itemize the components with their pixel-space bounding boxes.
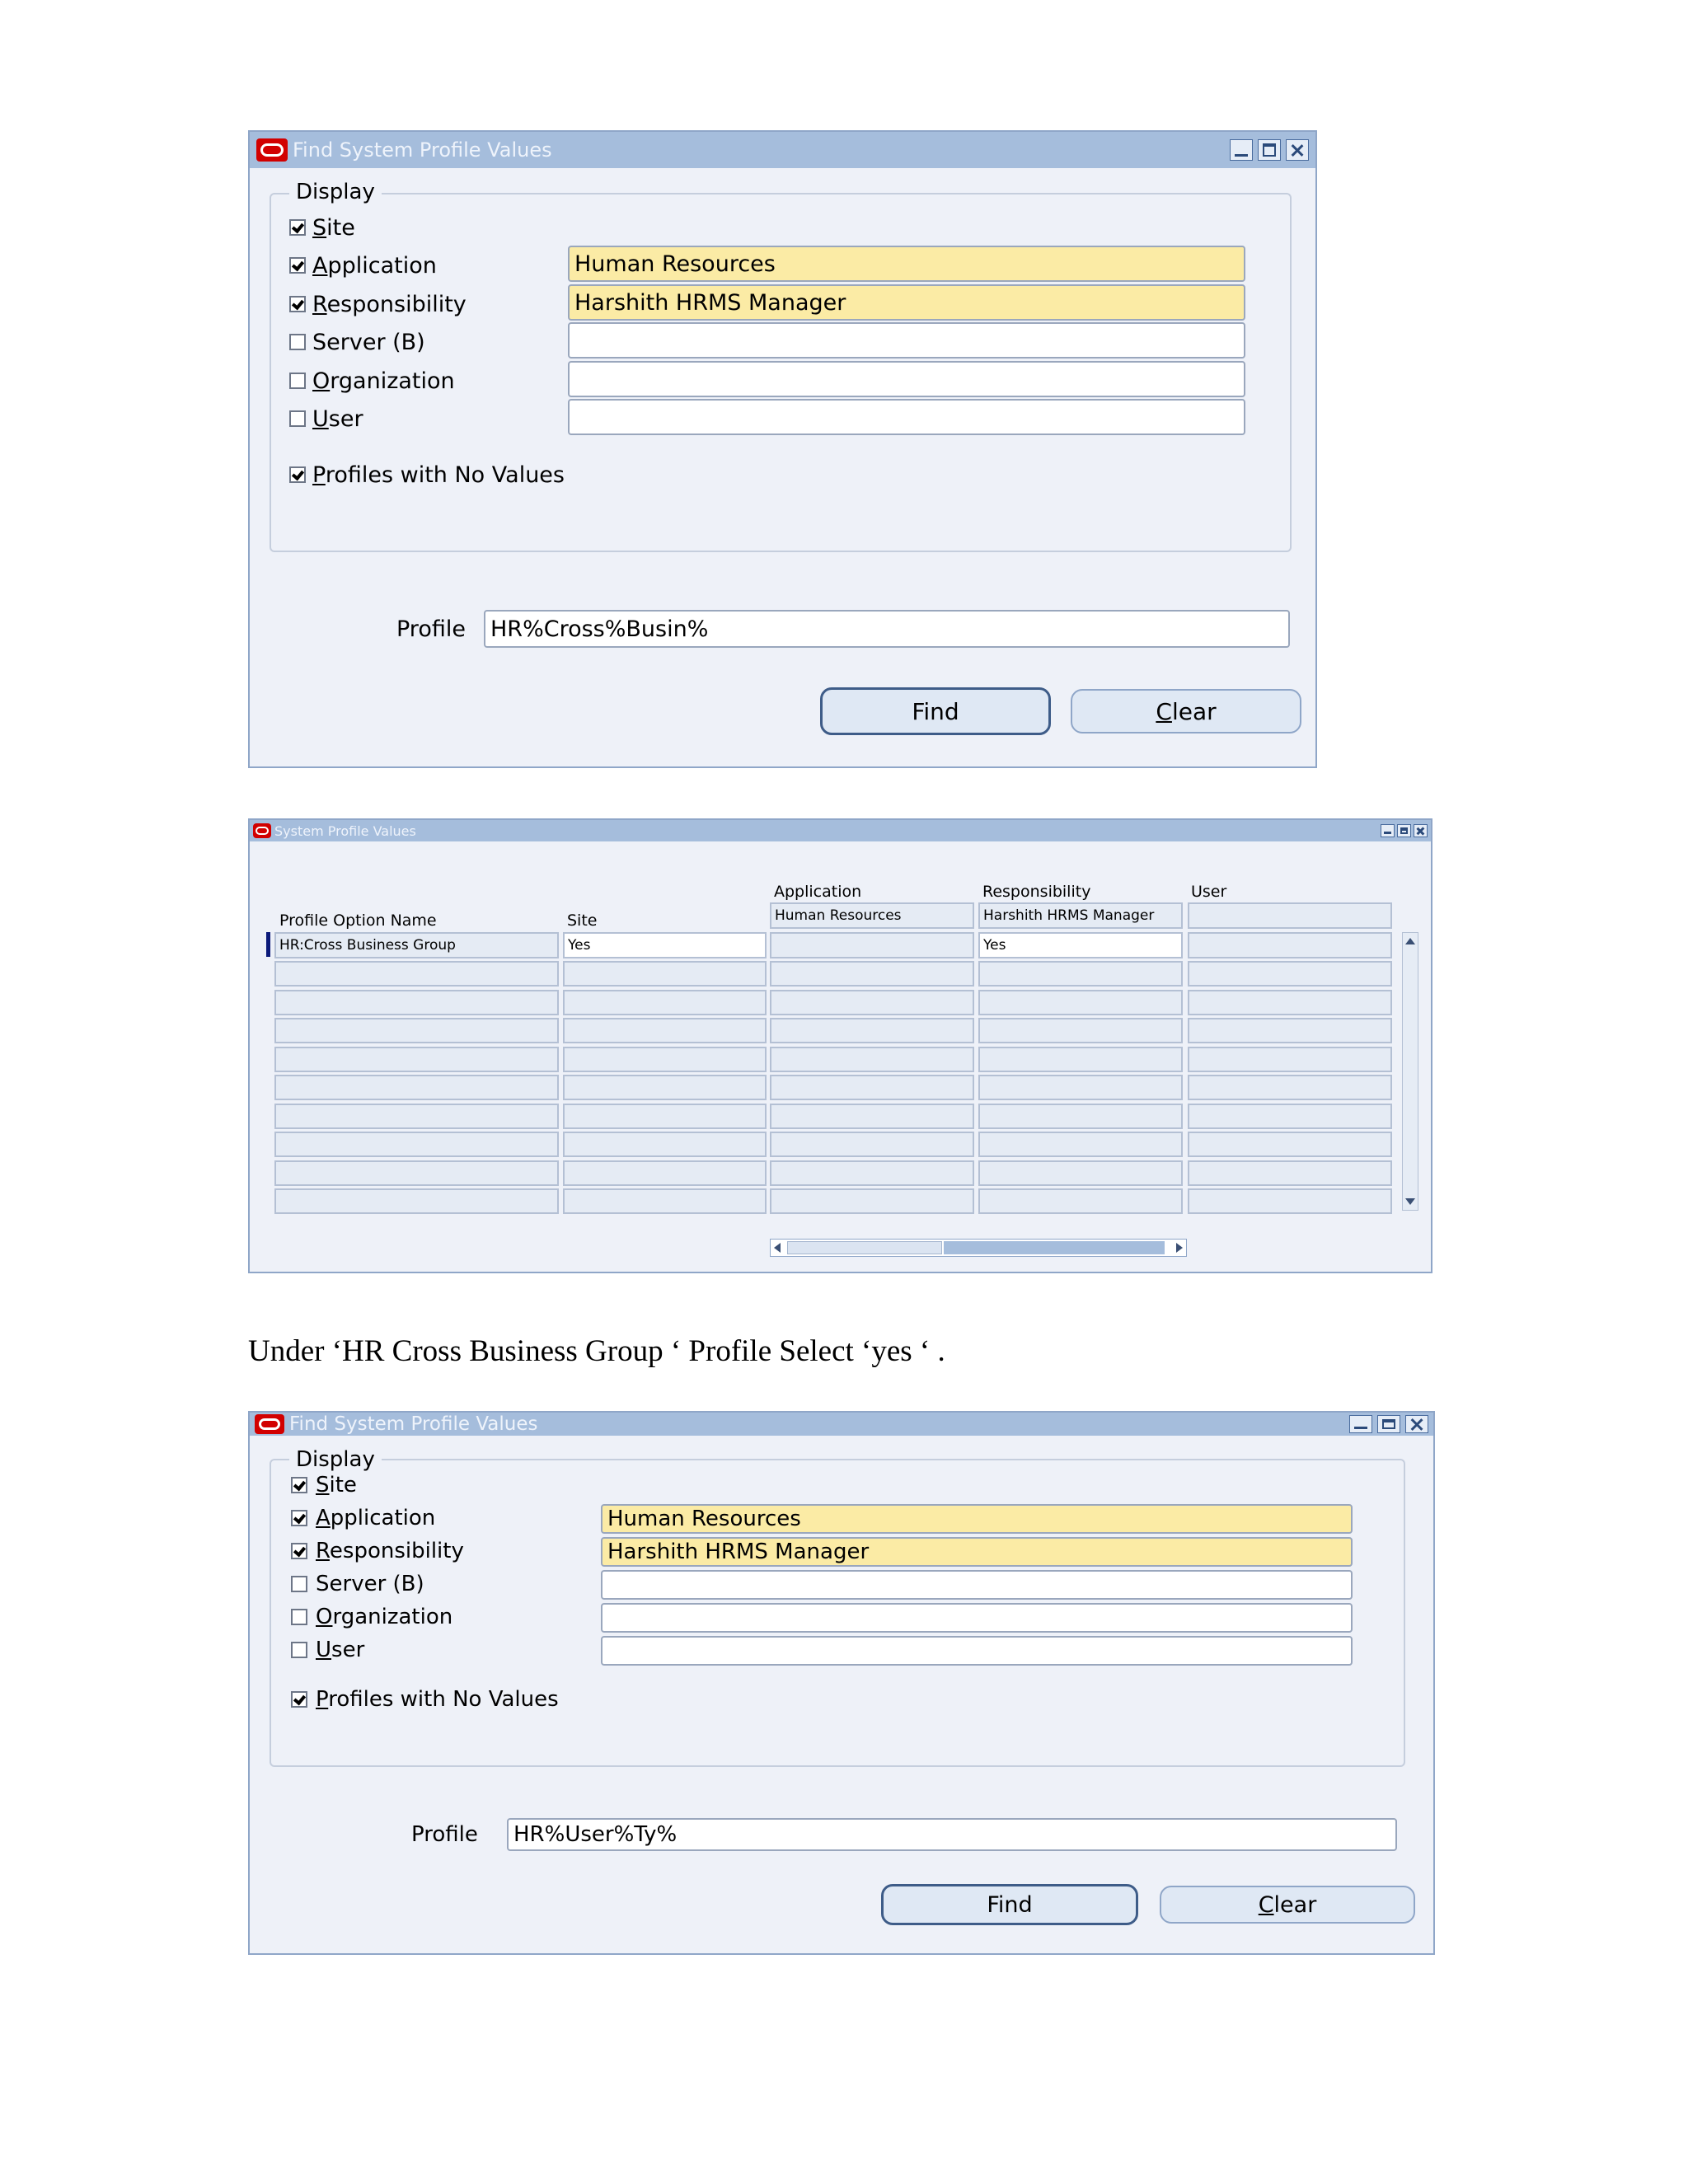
context-application-cell: Human Resources xyxy=(770,902,974,929)
scroll-up-icon[interactable] xyxy=(1405,938,1415,944)
application-value-cell[interactable] xyxy=(770,1160,974,1186)
responsibility-label: Responsibility xyxy=(316,1539,464,1563)
organization-label: Organization xyxy=(316,1605,453,1629)
window-title: Find System Profile Values xyxy=(289,1413,538,1435)
responsibility-value-cell[interactable] xyxy=(978,1104,1183,1129)
display-legend: Display xyxy=(289,180,382,204)
site-checkbox[interactable] xyxy=(291,1477,307,1493)
responsibility-option[interactable] xyxy=(289,288,467,321)
profiles-no-values-label: Profiles with No Values xyxy=(312,462,565,488)
application-value-cell[interactable] xyxy=(770,1104,974,1129)
user-field[interactable] xyxy=(568,399,1245,435)
context-user-cell xyxy=(1188,902,1392,929)
grid-window-title: System Profile Values xyxy=(274,823,416,839)
clear-button[interactable] xyxy=(1071,689,1301,733)
responsibility-checkbox[interactable] xyxy=(291,1543,307,1559)
profile-label: Profile xyxy=(396,616,466,642)
user-field[interactable] xyxy=(601,1636,1353,1666)
organization-label: Organization xyxy=(312,368,455,394)
vertical-scrollbar[interactable] xyxy=(1402,932,1418,1211)
responsibility-field[interactable]: Harshith HRMS Manager xyxy=(601,1537,1353,1567)
profile-option-name-cell[interactable] xyxy=(274,990,559,1015)
window-title: Find System Profile Values xyxy=(293,138,552,162)
application-field[interactable]: Human Resources xyxy=(568,246,1245,282)
application-label: Application xyxy=(312,252,437,279)
user-value-cell[interactable] xyxy=(1188,990,1392,1015)
application-value-cell[interactable] xyxy=(770,1075,974,1100)
application-value-cell[interactable] xyxy=(770,990,974,1015)
display-legend: Display xyxy=(289,1447,382,1472)
site-value-cell[interactable] xyxy=(563,1075,767,1100)
find-profile-window-2 xyxy=(248,1411,1435,1955)
minimize-icon[interactable] xyxy=(1381,824,1395,837)
application-value-cell[interactable] xyxy=(770,961,974,987)
organization-checkbox[interactable] xyxy=(291,1609,307,1625)
profile-field[interactable]: HR%Cross%Busin% xyxy=(484,610,1290,648)
grid-window-titlebar[interactable] xyxy=(250,820,1431,841)
profile-option-name-cell[interactable] xyxy=(274,1075,559,1100)
user-checkbox[interactable] xyxy=(291,1642,307,1658)
user-value-cell[interactable] xyxy=(1188,1018,1392,1043)
organization-field[interactable] xyxy=(568,361,1245,397)
scroll-down-icon[interactable] xyxy=(1405,1198,1415,1205)
site-value-cell[interactable] xyxy=(563,1104,767,1129)
close-icon[interactable] xyxy=(1414,824,1428,837)
responsibility-value-cell[interactable]: Yes xyxy=(978,932,1183,958)
find-profile-window-1 xyxy=(248,130,1317,768)
server-checkbox[interactable] xyxy=(289,334,306,350)
responsibility-value-cell[interactable] xyxy=(978,1075,1183,1100)
site-label: Site xyxy=(312,214,355,241)
profile-option-name-cell[interactable] xyxy=(274,1160,559,1186)
site-value-cell[interactable] xyxy=(563,1160,767,1186)
user-value-cell[interactable] xyxy=(1188,1104,1392,1129)
responsibility-value-cell[interactable] xyxy=(978,1018,1183,1043)
application-value-cell[interactable] xyxy=(770,1018,974,1043)
profile-option-name-cell[interactable] xyxy=(274,1132,559,1157)
profile-option-name-cell[interactable] xyxy=(274,961,559,987)
find-button[interactable] xyxy=(820,687,1051,735)
header-application: Application xyxy=(774,883,862,901)
application-value-cell[interactable] xyxy=(770,1132,974,1157)
organization-checkbox[interactable] xyxy=(289,373,306,389)
responsibility-checkbox[interactable] xyxy=(289,296,306,312)
oracle-logo-icon xyxy=(255,1414,284,1434)
profile-option-name-cell[interactable] xyxy=(274,1104,559,1129)
server-label: Server (B) xyxy=(316,1572,424,1596)
user-option[interactable] xyxy=(289,402,363,435)
server-field[interactable] xyxy=(568,322,1245,359)
current-record-indicator xyxy=(266,932,270,957)
profiles-no-values-option[interactable] xyxy=(291,1685,559,1714)
find-button-label: Find xyxy=(987,1891,1033,1918)
user-value-cell[interactable] xyxy=(1188,1188,1392,1214)
close-icon[interactable] xyxy=(1405,1415,1428,1433)
site-label: Site xyxy=(316,1473,357,1497)
server-checkbox[interactable] xyxy=(291,1576,307,1592)
user-option[interactable] xyxy=(291,1635,364,1665)
minimize-icon[interactable] xyxy=(1230,139,1253,161)
server-label: Server (B) xyxy=(312,329,425,355)
application-value-cell[interactable] xyxy=(770,1047,974,1072)
site-option[interactable] xyxy=(291,1470,357,1500)
close-icon[interactable] xyxy=(1286,139,1309,161)
organization-field[interactable] xyxy=(601,1603,1353,1633)
window-titlebar[interactable] xyxy=(250,132,1315,168)
header-profile-option-name: Profile Option Name xyxy=(279,912,437,930)
profile-field[interactable]: HR%User%Ty% xyxy=(507,1818,1397,1851)
profile-option-name-cell[interactable]: HR:Cross Business Group xyxy=(274,932,559,958)
user-checkbox[interactable] xyxy=(289,410,306,427)
responsibility-field[interactable]: Harshith HRMS Manager xyxy=(568,284,1245,321)
profiles-no-values-checkbox[interactable] xyxy=(291,1691,307,1708)
profile-option-name-cell[interactable] xyxy=(274,1047,559,1072)
system-profile-values-window xyxy=(248,818,1432,1273)
profiles-no-values-checkbox[interactable] xyxy=(289,466,306,483)
responsibility-value-cell[interactable] xyxy=(978,1160,1183,1186)
user-label: User xyxy=(316,1638,365,1662)
responsibility-value-cell[interactable] xyxy=(978,1188,1183,1214)
user-value-cell[interactable] xyxy=(1188,1160,1392,1186)
maximize-icon[interactable] xyxy=(1397,824,1411,837)
minimize-icon[interactable] xyxy=(1349,1415,1372,1433)
responsibility-option[interactable] xyxy=(291,1536,464,1566)
responsibility-value-cell[interactable] xyxy=(978,1132,1183,1157)
organization-option[interactable] xyxy=(291,1602,452,1632)
user-label: User xyxy=(312,405,363,432)
profile-label: Profile xyxy=(411,1822,478,1847)
server-option[interactable] xyxy=(289,326,425,359)
site-option[interactable] xyxy=(289,211,355,244)
responsibility-label: Responsibility xyxy=(312,291,467,317)
user-value-cell[interactable] xyxy=(1188,1047,1392,1072)
site-value-cell[interactable]: Yes xyxy=(563,932,767,958)
application-option[interactable] xyxy=(289,249,437,282)
responsibility-value-cell[interactable] xyxy=(978,990,1183,1015)
scroll-track[interactable] xyxy=(944,1241,1165,1254)
application-label: Application xyxy=(316,1506,436,1530)
maximize-icon[interactable] xyxy=(1377,1415,1400,1433)
site-value-cell[interactable] xyxy=(563,1188,767,1214)
application-field[interactable]: Human Resources xyxy=(601,1504,1353,1534)
application-checkbox[interactable] xyxy=(289,257,306,274)
application-checkbox[interactable] xyxy=(291,1510,307,1526)
application-option[interactable] xyxy=(291,1503,435,1533)
site-value-cell[interactable] xyxy=(563,961,767,987)
profile-option-name-cell[interactable] xyxy=(274,1018,559,1043)
scroll-right-icon[interactable] xyxy=(1176,1243,1183,1253)
site-value-cell[interactable] xyxy=(563,1047,767,1072)
maximize-icon[interactable] xyxy=(1258,139,1281,161)
user-value-cell[interactable] xyxy=(1188,1075,1392,1100)
horizontal-scrollbar[interactable] xyxy=(770,1239,1187,1257)
server-field[interactable] xyxy=(601,1570,1353,1600)
header-responsibility: Responsibility xyxy=(982,883,1091,901)
profile-option-name-cell[interactable] xyxy=(274,1188,559,1214)
window-titlebar[interactable] xyxy=(250,1413,1433,1436)
user-value-cell[interactable] xyxy=(1188,1132,1392,1157)
scroll-left-icon[interactable] xyxy=(774,1243,781,1253)
profiles-no-values-option[interactable] xyxy=(289,458,565,491)
header-site: Site xyxy=(567,912,598,930)
site-value-cell[interactable] xyxy=(563,990,767,1015)
site-value-cell[interactable] xyxy=(563,1132,767,1157)
find-button-label: Find xyxy=(912,697,959,725)
instruction-caption: Under ‘HR Cross Business Group ‘ Profile Select ‘yes ‘ . xyxy=(248,1334,945,1368)
context-responsibility-cell: Harshith HRMS Manager xyxy=(978,902,1183,929)
clear-button-label: Clear xyxy=(1258,1891,1317,1918)
application-value-cell[interactable] xyxy=(770,932,974,958)
clear-button[interactable] xyxy=(1160,1886,1415,1924)
user-value-cell[interactable] xyxy=(1188,932,1392,958)
organization-option[interactable] xyxy=(289,364,455,397)
clear-button-label: Clear xyxy=(1156,697,1217,725)
oracle-logo-icon xyxy=(253,823,271,838)
header-user: User xyxy=(1191,883,1227,901)
responsibility-value-cell[interactable] xyxy=(978,1047,1183,1072)
user-value-cell[interactable] xyxy=(1188,961,1392,987)
site-checkbox[interactable] xyxy=(289,219,306,236)
scroll-thumb[interactable] xyxy=(787,1241,942,1254)
responsibility-value-cell[interactable] xyxy=(978,961,1183,987)
server-option[interactable] xyxy=(291,1569,424,1599)
oracle-logo-icon xyxy=(256,138,288,162)
site-value-cell[interactable] xyxy=(563,1018,767,1043)
profiles-no-values-label: Profiles with No Values xyxy=(316,1687,559,1712)
application-value-cell[interactable] xyxy=(770,1188,974,1214)
find-button[interactable] xyxy=(881,1884,1138,1925)
